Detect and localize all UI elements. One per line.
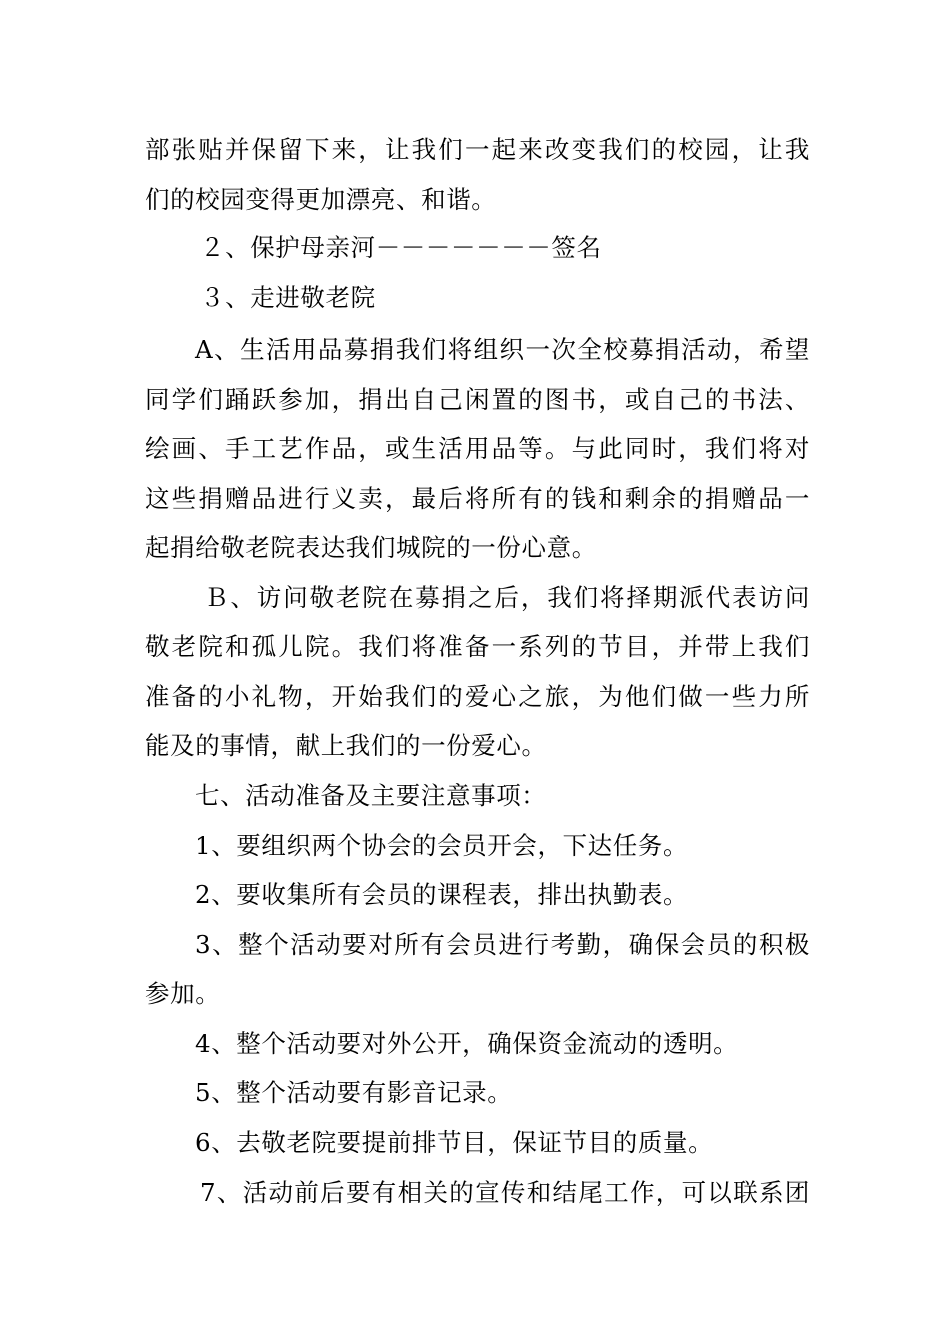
- paragraph-line-1: 部张贴并保留下来，让我们一起来改变我们的校园，让我: [145, 135, 810, 164]
- paragraph-b-line-3: 准备的小礼物，开始我们的爱心之旅，为他们做一些力所: [145, 682, 810, 711]
- note-item-7-line-1: 7、活动前后要有相关的宣传和结尾工作，可以联系团: [200, 1178, 810, 1207]
- paragraph-b-line-1: Ｂ、访问敬老院在募捐之后，我们将择期派代表访问: [204, 583, 810, 612]
- paragraph-a-line-1: A、生活用品募捐我们将组织一次全校募捐活动，希望: [195, 335, 810, 364]
- list-item-3-title: ３、走进敬老院: [200, 283, 376, 312]
- list-item-2-title: ２、保护母亲河－－－－－－－签名: [200, 233, 602, 262]
- paragraph-a-line-3: 绘画、手工艺作品，或生活用品等。与此同时，我们将对: [145, 434, 810, 463]
- paragraph-a-line-2: 同学们踊跃参加，捐出自己闲置的图书，或自己的书法、: [145, 385, 810, 414]
- note-item-6: 6、去敬老院要提前排节目，保证节目的质量。: [195, 1128, 714, 1157]
- paragraph-a-line-5: 起捐给敬老院表达我们城院的一份心意。: [145, 533, 597, 562]
- note-item-3-line-1: 3、整个活动要对所有会员进行考勤，确保会员的积极: [195, 930, 810, 959]
- note-item-2: 2、要收集所有会员的课程表，排出执勤表。: [195, 880, 689, 909]
- paragraph-b-line-2: 敬老院和孤儿院。我们将准备一系列的节目，并带上我们: [145, 632, 810, 661]
- paragraph-line-2: 们的校园变得更加漂亮、和谐。: [145, 185, 497, 214]
- note-item-3-line-2: 参加。: [145, 979, 221, 1008]
- note-item-4: 4、整个活动要对外公开，确保资金流动的透明。: [195, 1029, 739, 1058]
- section-heading-7: 七、活动准备及主要注意事项：: [195, 781, 547, 810]
- paragraph-a-line-4: 这些捐赠品进行义卖，最后将所有的钱和剩余的捐赠品一: [145, 484, 810, 513]
- note-item-5: 5、整个活动要有影音记录。: [195, 1078, 513, 1107]
- note-item-1: 1、要组织两个协会的会员开会，下达任务。: [195, 831, 689, 860]
- paragraph-b-line-4: 能及的事情，献上我们的一份爱心。: [145, 731, 547, 760]
